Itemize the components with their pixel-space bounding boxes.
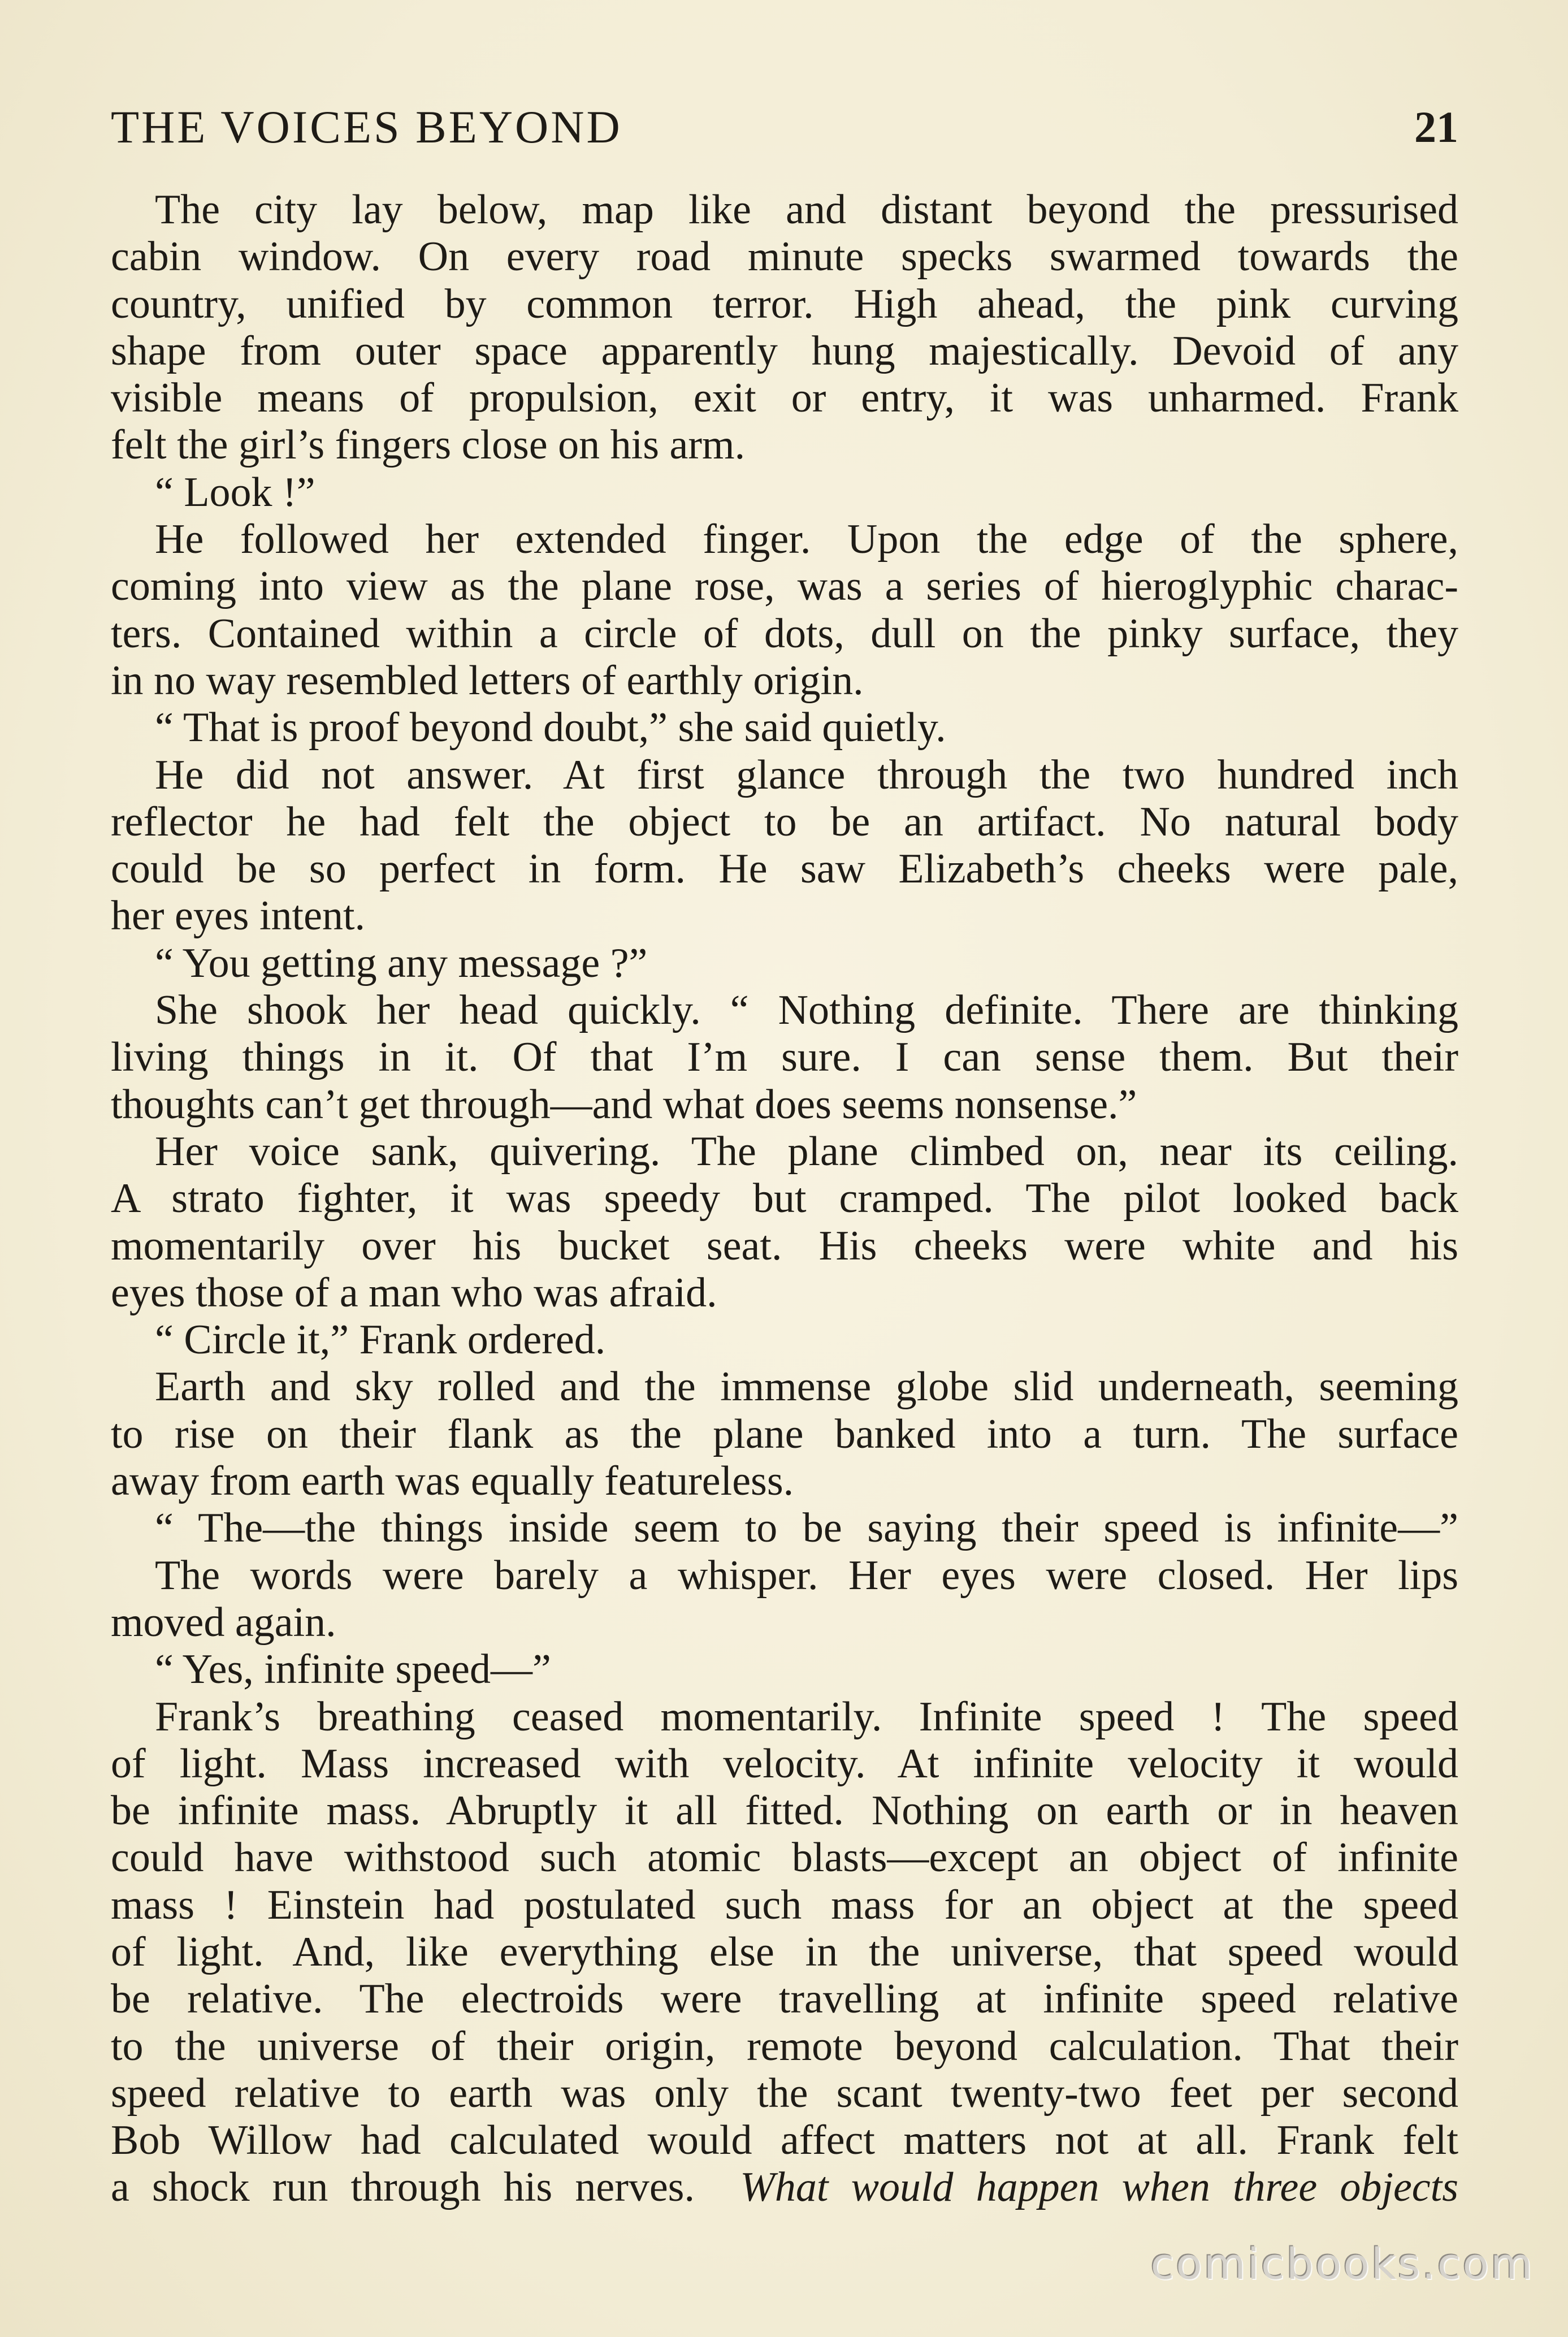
text-line: of light. And, like everything else in the universe, that speed would [111,1928,1458,1975]
text-line: speed relative to earth was only the scant twenty-two feet per second [111,2070,1458,2117]
text-line: thoughts can’t get through—and what does seems nonsense.” [111,1081,1137,1128]
text-line: of light. Mass increased with velocity. At infinite velocity it would [111,1740,1458,1787]
text-line: eyes those of a man who was afraid. [111,1269,717,1316]
text-line: momentarily over his bucket seat. His cheeks were white and his [111,1222,1458,1269]
text-line: “ Yes, infinite speed—” [155,1646,551,1693]
text-line: could have withstood such atomic blasts—except an object of infinite [111,1834,1458,1881]
final-line-italic: What would happen when three objects [740,2164,1458,2211]
text-line: reflector he had felt the object to be an artifact. No natural body [111,798,1458,845]
text-line: ters. Contained within a circle of dots, dull on the pinky surface, they [111,610,1458,657]
text-line: country, unified by common terror. High ahead, the pink curving [111,280,1458,327]
final-line-roman: a shock run through his nerves. [111,2164,695,2211]
text-line: living things in it. Of that I’m sure. I can sense them. But their [111,1034,1458,1081]
text-line: be relative. The electroids were travelling at infinite speed relative [111,1976,1458,2023]
text-line: A strato fighter, it was speedy but cramped. The pilot looked back [111,1175,1458,1222]
text-line: He did not answer. At first glance through the two hundred inch [155,751,1458,798]
text-line: “ You getting any message ?” [155,940,648,986]
text-line: Frank’s breathing ceased momentarily. Infinite speed ! The speed [155,1693,1458,1740]
text-line: He followed her extended finger. Upon the edge of the sphere, [155,516,1458,563]
text-line: to the universe of their origin, remote beyond calculation. That their [111,2023,1458,2070]
text-line: mass ! Einstein had postulated such mass for an object at the speed [111,1881,1458,1928]
text-line: could be so perfect in form. He saw Elizabeth’s cheeks were pale, [111,846,1458,893]
text-line: Earth and sky rolled and the immense globe slid underneath, seeming [155,1364,1458,1410]
text-line: “ The—the things inside seem to be saying their speed is infinite—” [155,1505,1458,1552]
running-title: THE VOICES BEYOND [111,101,622,153]
text-line: coming into view as the plane rose, was a series of hieroglyphic charac- [111,563,1458,610]
text-line: felt the girl’s fingers close on his arm. [111,422,746,469]
text-line: “ That is proof beyond doubt,” she said quietly. [155,704,946,751]
text-line: The words were barely a whisper. Her eyes were closed. Her lips [155,1552,1458,1599]
text-line: away from earth was equally featureless. [111,1458,794,1505]
watermark: comicbooks.com [1150,2239,1534,2289]
text-line: cabin window. On every road minute specks swarmed towards the [111,233,1458,280]
text-line: Bob Willow had calculated would affect matters not at all. Frank felt [111,2117,1458,2164]
text-line: shape from outer space apparently hung majestically. Devoid of any [111,327,1458,374]
text-line: moved again. [111,1599,336,1646]
running-head [111,96,1458,158]
text-line: She shook her head quickly. “ Nothing definite. There are thinking [155,987,1458,1034]
text-line: her eyes intent. [111,893,365,940]
text-line: to rise on their flank as the plane banked into a turn. The surface [111,1410,1458,1457]
text-line: “ Circle it,” Frank ordered. [155,1317,606,1364]
text-line: be infinite mass. Abruptly it all fitted. Nothing on earth or in heaven [111,1788,1458,1834]
text-line: visible means of propulsion, exit or entry, it was unharmed. Frank [111,375,1458,422]
page-number: 21 [1414,102,1458,152]
text-line: Her voice sank, quivering. The plane climbed on, near its ceiling. [155,1128,1458,1175]
body-text [111,187,1458,2212]
text-line: The city lay below, map like and distant beyond the pressurised [155,187,1458,233]
text-line-final [111,2164,1458,2211]
text-line: in no way resembled letters of earthly origin. [111,657,864,704]
text-line: “ Look !” [155,469,315,516]
